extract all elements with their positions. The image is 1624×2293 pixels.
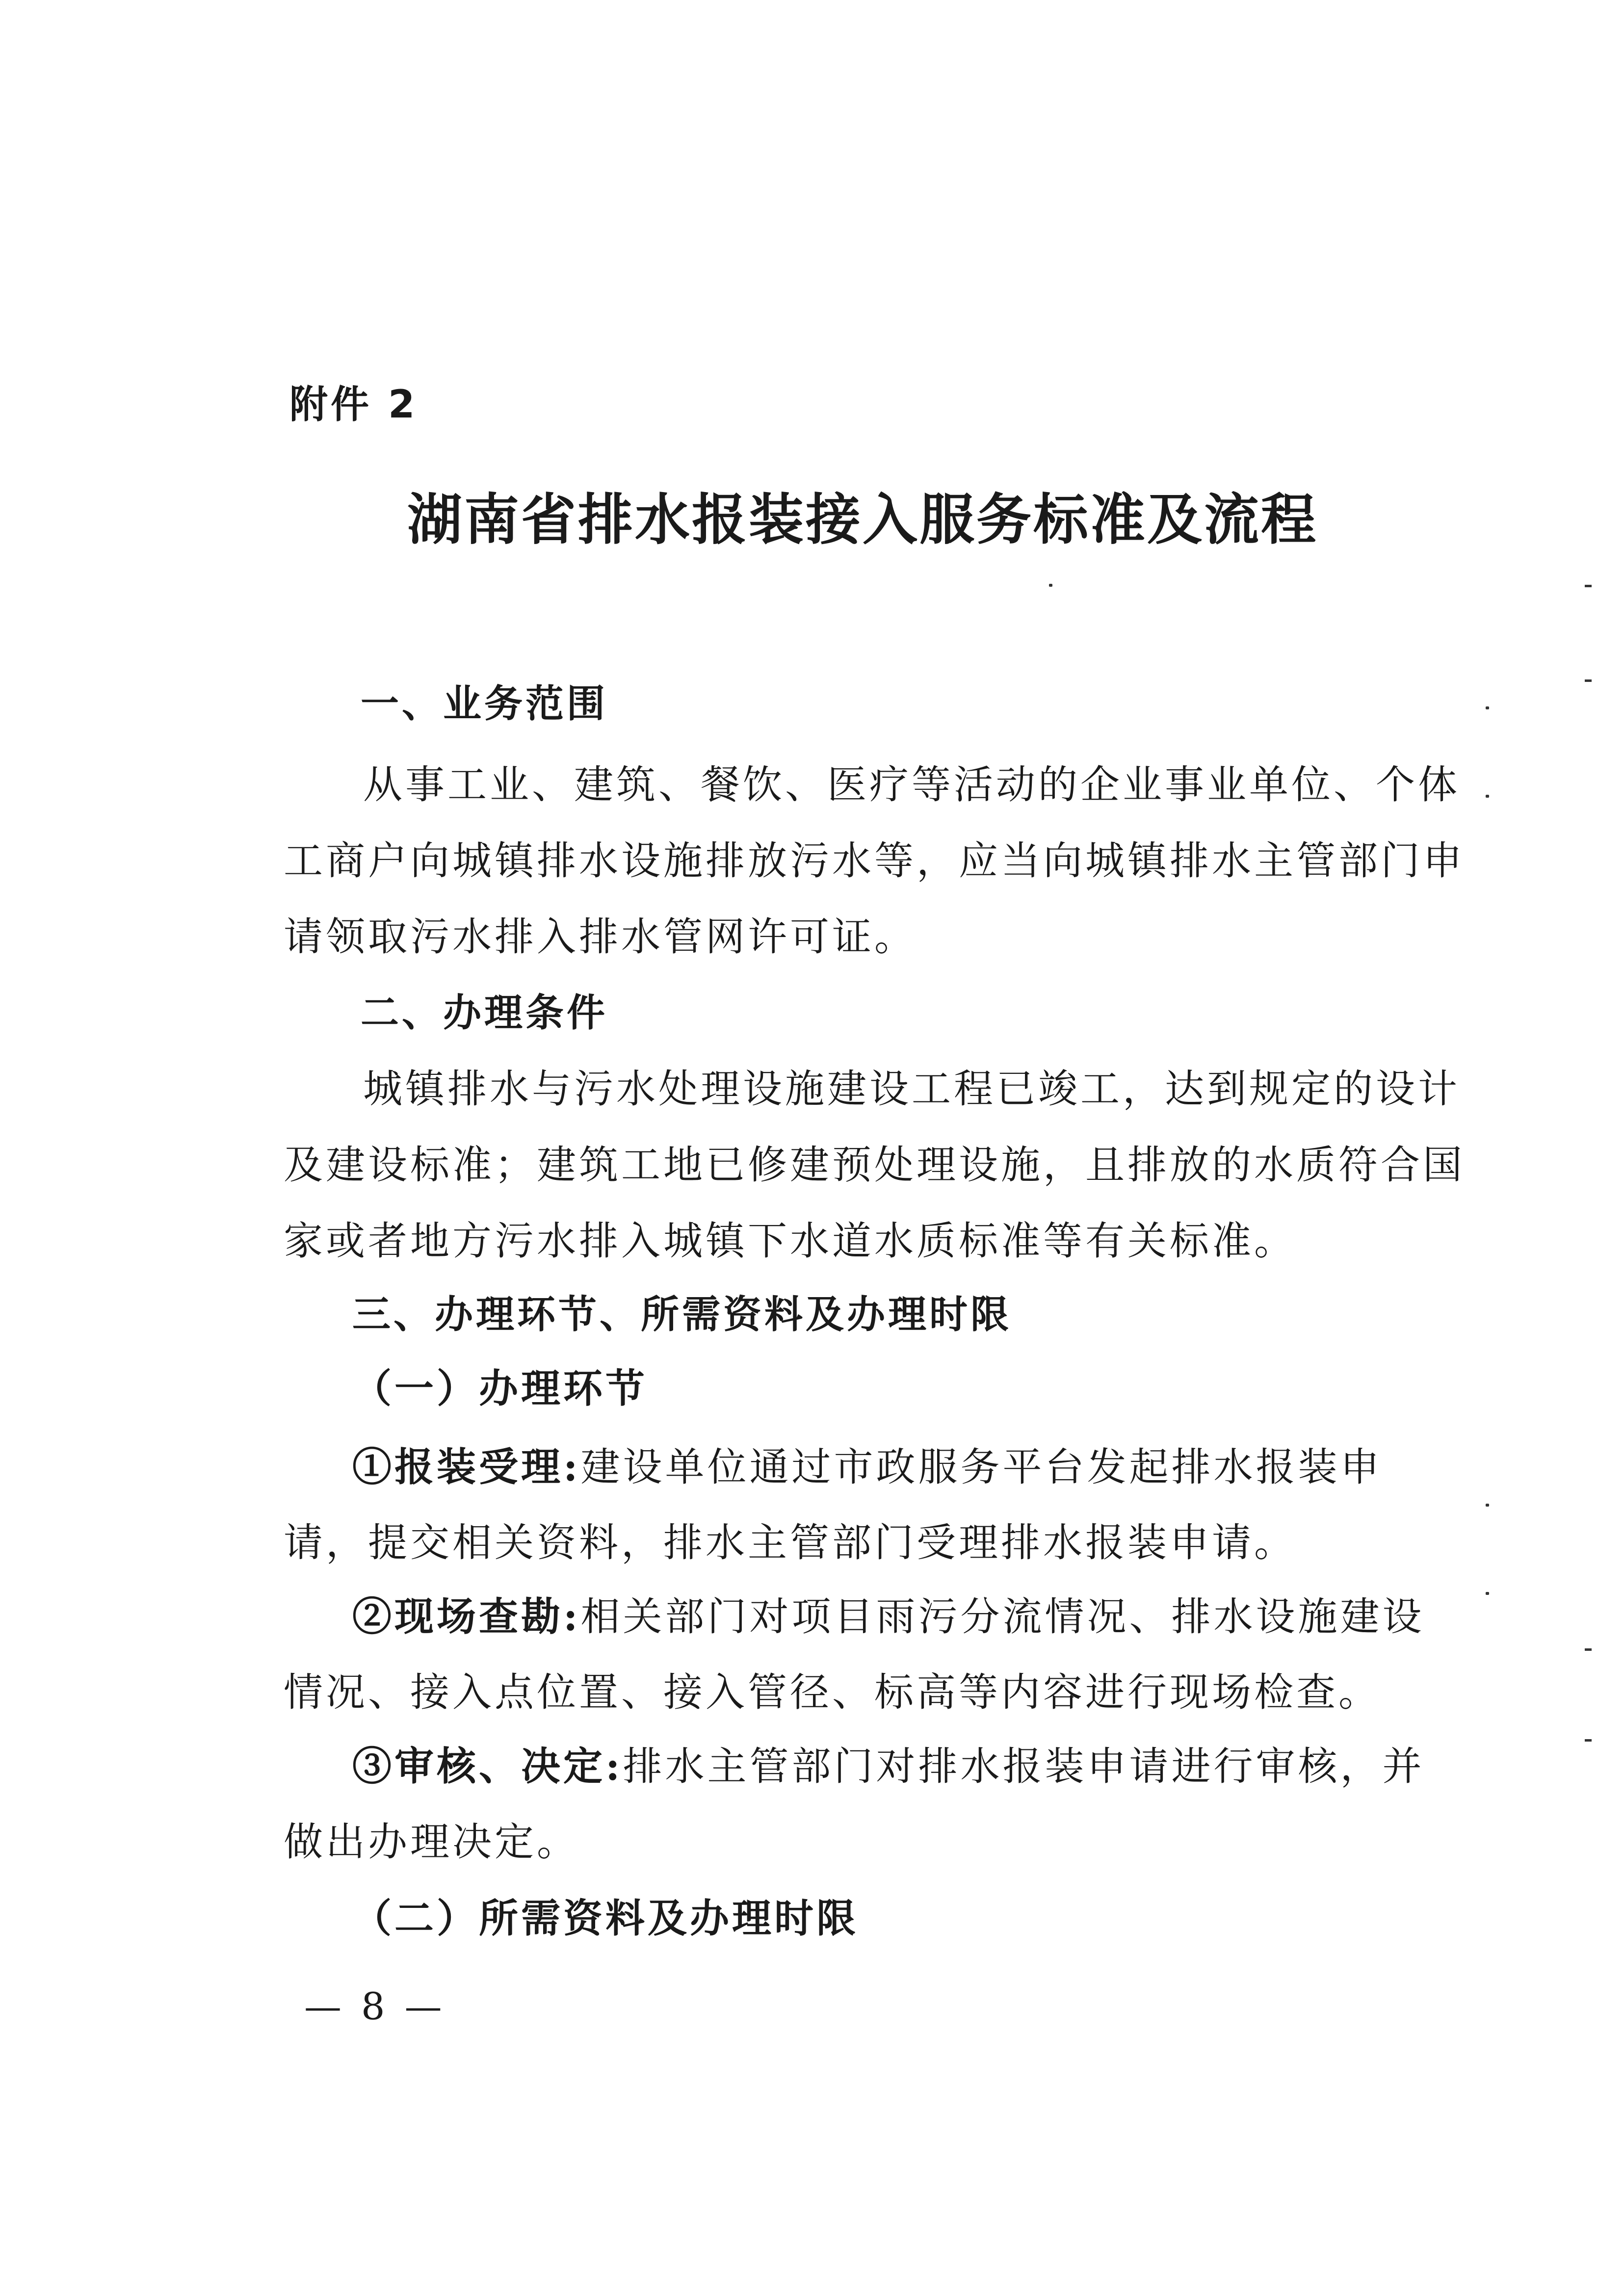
- section-3-subheading-1: （一）办理环节: [352, 1365, 648, 1411]
- section-2-line-3: 家或者地方污水排入城镇下水道水质标准等有关标准。: [284, 1218, 1296, 1264]
- section-2-heading: 二、办理条件: [361, 991, 608, 1035]
- section-1-line-1: 从事工业、建筑、餐饮、医疗等活动的企业事业单位、个体: [363, 762, 1460, 808]
- scan-speck: [1486, 795, 1489, 798]
- scan-mark: [1585, 679, 1592, 682]
- scan-speck: [1486, 1592, 1489, 1595]
- attachment-label: 附件 2: [289, 383, 418, 427]
- step-1-text-1: 建设单位通过市政服务平台发起排水报装申: [580, 1444, 1383, 1490]
- step-2-line-1: [352, 1592, 1425, 1642]
- scan-speck: [1486, 706, 1489, 709]
- step-2-text-1: 相关部门对项目雨污分流情况、排水设施建设: [580, 1594, 1425, 1640]
- section-2-line-2: 及建设标准；建筑工地已修建预处理设施，且排放的水质符合国: [284, 1142, 1465, 1188]
- scan-mark: [1585, 585, 1592, 587]
- step-1-line-1: [352, 1442, 1383, 1492]
- scan-speck: [1486, 1504, 1489, 1507]
- step-2-line-2: 情况、接入点位置、接入管径、标高等内容进行现场检查。: [284, 1669, 1381, 1715]
- step-3-label: ③审核、决定:: [352, 1743, 623, 1789]
- step-1-label: ①报装受理:: [352, 1444, 581, 1490]
- document-title: 湖南省排水报装接入服务标准及流程: [407, 488, 1318, 552]
- step-3-text-1: 排水主管部门对排水报装申请进行审核，并: [623, 1744, 1425, 1789]
- step-3-line-2: 做出办理决定。: [284, 1819, 579, 1865]
- section-1-line-2: 工商户向城镇排水设施排放污水等，应当向城镇排水主管部门申: [284, 838, 1465, 884]
- section-1-heading: 一、业务范围: [361, 682, 608, 726]
- scan-mark: [1585, 1648, 1592, 1651]
- page-number: — 8 —: [304, 1984, 446, 2028]
- section-2-line-1: 城镇排水与污水处理设施建设工程已竣工，达到规定的设计: [363, 1066, 1460, 1112]
- step-2-label: ②现场查勘:: [352, 1593, 581, 1640]
- step-3-line-1: [352, 1742, 1425, 1791]
- scan-mark: [1585, 1739, 1592, 1742]
- section-1-line-3: 请领取污水排入排水管网许可证。: [284, 914, 917, 960]
- step-1-line-2: 请，提交相关资料，排水主管部门受理排水报装申请。: [284, 1520, 1296, 1565]
- section-3-subheading-2: （二）所需资料及办理时限: [352, 1895, 859, 1941]
- section-3-heading: 三、办理环节、所需资料及办理时限: [352, 1293, 1012, 1337]
- scan-speck: [1049, 584, 1052, 587]
